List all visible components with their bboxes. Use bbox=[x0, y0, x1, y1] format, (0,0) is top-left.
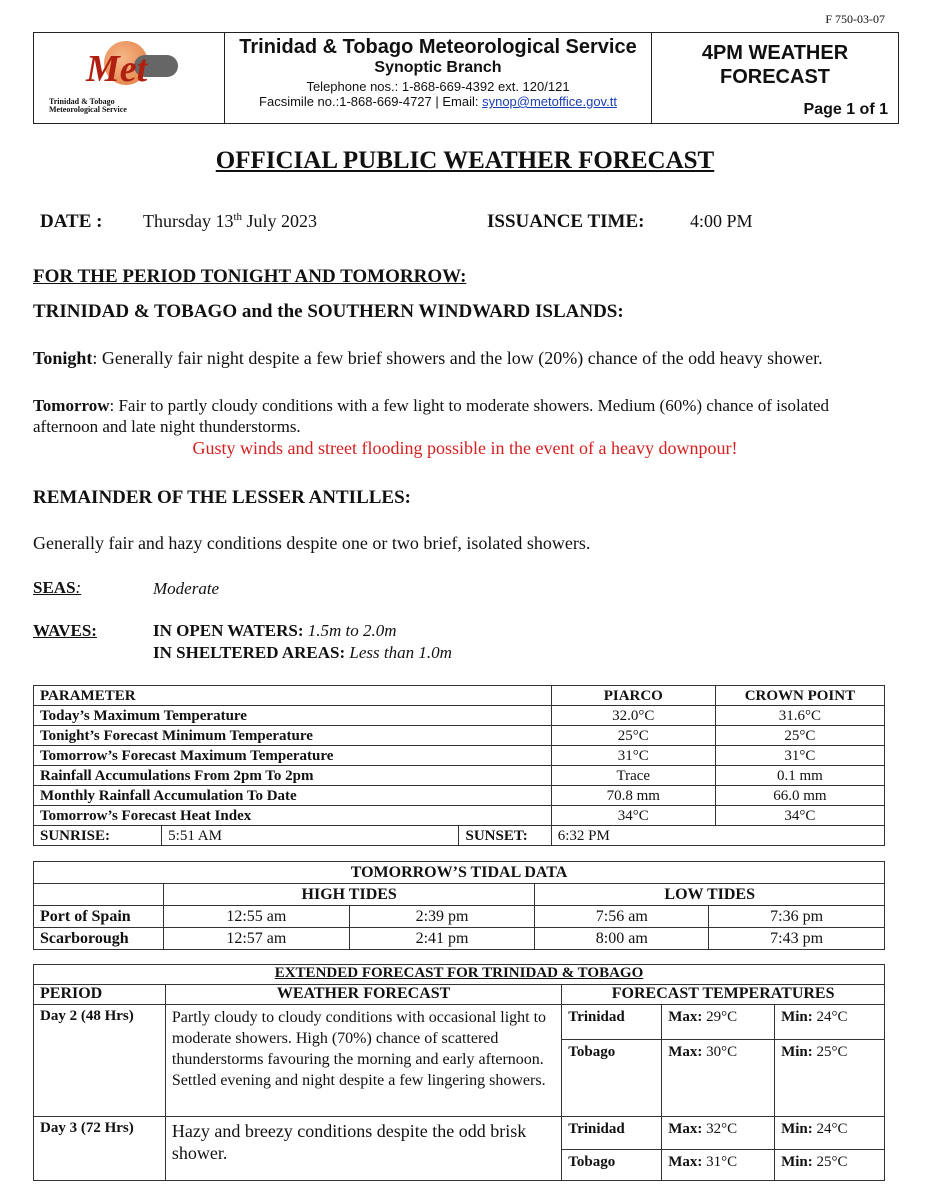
forecast-title-line-2: FORECAST bbox=[720, 66, 830, 88]
table-row bbox=[34, 766, 885, 786]
date-month-year: July 2023 bbox=[242, 211, 318, 231]
fax-number: Facsimile no.:1-868-669-4727 | Email: bbox=[259, 94, 483, 109]
waves-sheltered-label: IN SHELTERED AREAS: bbox=[153, 643, 346, 662]
header-parameter: PARAMETER bbox=[34, 686, 552, 706]
low-tide-2: 7:43 pm bbox=[709, 928, 885, 950]
sunset-label: SUNSET: bbox=[459, 826, 551, 846]
crown-point-value: 25°C bbox=[715, 726, 884, 746]
tobago-label: Tobago bbox=[562, 1150, 662, 1181]
high-tide-2: 2:39 pm bbox=[349, 906, 535, 928]
organization-name: Trinidad & Tobago Meteorological Service bbox=[239, 36, 637, 58]
table-row bbox=[34, 706, 885, 726]
sunset-value: 6:32 PM bbox=[551, 826, 884, 846]
header-crown-point: CROWN POINT bbox=[715, 686, 884, 706]
telephone: Telephone nos.: 1-868-669-4392 ext. 120/121 bbox=[306, 79, 570, 94]
tide-location: Port of Spain bbox=[34, 906, 164, 928]
waves-open bbox=[153, 621, 397, 641]
table-row bbox=[34, 928, 885, 950]
min-value: 25°C bbox=[816, 1044, 848, 1060]
tobago-label: Tobago bbox=[562, 1040, 662, 1117]
high-tide-2: 2:41 pm bbox=[349, 928, 535, 950]
warning-text: Gusty winds and street flooding possible in the event of a heavy downpour! bbox=[192, 438, 738, 458]
header-weather-forecast: WEATHER FORECAST bbox=[165, 985, 561, 1005]
crown-point-value: 66.0 mm bbox=[715, 786, 884, 806]
extended-forecast-table bbox=[33, 964, 885, 1181]
header-piarco: PIARCO bbox=[551, 686, 715, 706]
crown-point-value: 34°C bbox=[715, 806, 884, 826]
trinidad-label: Trinidad bbox=[562, 1005, 662, 1040]
tomorrow-text: : Fair to partly cloudy conditions with a few light to moderate showers. Medium (60%) chance of isolated afternoon and late night thunderstorms. bbox=[33, 396, 829, 436]
min-label: Min: bbox=[781, 1121, 813, 1137]
logo-sub-line-1: Trinidad & Tobago bbox=[49, 97, 115, 106]
period-day3: Day 3 (72 Hrs) bbox=[34, 1117, 166, 1181]
min-label: Min: bbox=[781, 1154, 813, 1170]
max-label: Max: bbox=[668, 1154, 703, 1170]
branch-name: Synoptic Branch bbox=[374, 59, 502, 76]
organization-info bbox=[225, 33, 652, 123]
tidal-blank-cell bbox=[34, 884, 164, 906]
low-tide-1: 7:56 am bbox=[535, 906, 709, 928]
seas-colon: : bbox=[75, 578, 82, 597]
max-value: 30°C bbox=[706, 1044, 738, 1060]
waves-open-value: 1.5m to 2.0m bbox=[307, 621, 397, 640]
max-label: Max: bbox=[668, 1121, 703, 1137]
tomorrow-label: Tomorrow bbox=[33, 396, 110, 415]
fax-email-line bbox=[225, 94, 651, 109]
high-tides-header: HIGH TIDES bbox=[163, 884, 534, 906]
period-heading: FOR THE PERIOD TONIGHT AND TOMORROW: bbox=[33, 266, 467, 287]
trinidad-label: Trinidad bbox=[562, 1117, 662, 1150]
trinidad-min bbox=[775, 1005, 885, 1040]
document-title: OFFICIAL PUBLIC WEATHER FORECAST bbox=[215, 147, 715, 174]
logo-text: Met bbox=[86, 48, 148, 90]
logo-subtitle bbox=[49, 98, 127, 114]
parameter-name: Tonight’s Forecast Minimum Temperature bbox=[34, 726, 552, 746]
trinidad-min bbox=[775, 1117, 885, 1150]
trinidad-max bbox=[662, 1005, 775, 1040]
letterhead bbox=[33, 32, 899, 124]
date-value bbox=[143, 211, 317, 232]
table-row bbox=[34, 786, 885, 806]
piarco-value: 70.8 mm bbox=[551, 786, 715, 806]
waves-sheltered-value: Less than 1.0m bbox=[349, 643, 452, 662]
forecast-type-box bbox=[652, 33, 898, 123]
parameter-name: Tomorrow’s Forecast Heat Index bbox=[34, 806, 552, 826]
piarco-value: 25°C bbox=[551, 726, 715, 746]
max-label: Max: bbox=[668, 1044, 703, 1060]
table-row bbox=[34, 1117, 885, 1150]
min-value: 24°C bbox=[816, 1009, 848, 1025]
waves-open-label: IN OPEN WATERS: bbox=[153, 621, 304, 640]
forecast-day2: Partly cloudy to cloudy conditions with occasional light to moderate showers. High (70%) chance of scattered thunderstorms favouring the morning and early afternoon. Settled evening and night despite a few lingering showers. bbox=[165, 1005, 561, 1117]
crown-point-value: 31°C bbox=[715, 746, 884, 766]
date-day: Thursday 13 bbox=[143, 211, 234, 231]
logo-sub-line-2: Meteorological Service bbox=[49, 105, 127, 114]
tonight-label: Tonight bbox=[33, 348, 93, 368]
page-number: Page 1 of 1 bbox=[803, 101, 888, 118]
antilles-text: Generally fair and hazy conditions despite one or two brief, isolated showers. bbox=[33, 533, 591, 553]
tidal-title: TOMORROW’S TIDAL DATA bbox=[34, 862, 885, 884]
table-row bbox=[34, 726, 885, 746]
region-heading: TRINIDAD & TOBAGO and the SOUTHERN WINDWARD ISLANDS: bbox=[33, 301, 624, 322]
sunrise-value: 5:51 AM bbox=[162, 826, 459, 846]
max-value: 32°C bbox=[706, 1121, 738, 1137]
parameter-name: Today’s Maximum Temperature bbox=[34, 706, 552, 726]
tobago-max bbox=[662, 1150, 775, 1181]
table-row bbox=[34, 806, 885, 826]
piarco-value: 34°C bbox=[551, 806, 715, 826]
trinidad-max bbox=[662, 1117, 775, 1150]
form-number: F 750-03-07 bbox=[825, 12, 885, 26]
min-value: 24°C bbox=[816, 1121, 848, 1137]
date-suffix: th bbox=[233, 211, 243, 223]
tide-location: Scarborough bbox=[34, 928, 164, 950]
sun-times-row bbox=[34, 826, 885, 846]
waves-sheltered bbox=[153, 643, 452, 663]
parameters-header-row bbox=[34, 686, 885, 706]
seas-label-text: SEAS bbox=[33, 578, 76, 597]
min-label: Min: bbox=[781, 1009, 813, 1025]
tonight-forecast bbox=[33, 347, 863, 369]
antilles-heading: REMAINDER OF THE LESSER ANTILLES: bbox=[33, 487, 411, 508]
period-day2: Day 2 (48 Hrs) bbox=[34, 1005, 166, 1117]
crown-point-value: 0.1 mm bbox=[715, 766, 884, 786]
header-forecast-temperatures: FORECAST TEMPERATURES bbox=[562, 985, 885, 1005]
tomorrow-forecast bbox=[33, 395, 863, 437]
min-value: 25°C bbox=[816, 1154, 848, 1170]
parameter-name: Rainfall Accumulations From 2pm To 2pm bbox=[34, 766, 552, 786]
piarco-value: Trace bbox=[551, 766, 715, 786]
issuance-label: ISSUANCE TIME: bbox=[487, 211, 645, 232]
seas-label bbox=[33, 578, 81, 598]
table-row bbox=[34, 906, 885, 928]
seas-value: Moderate bbox=[153, 579, 220, 598]
header-period: PERIOD bbox=[34, 985, 166, 1005]
table-row bbox=[34, 746, 885, 766]
low-tide-2: 7:36 pm bbox=[709, 906, 885, 928]
crown-point-value: 31.6°C bbox=[715, 706, 884, 726]
date-label: DATE : bbox=[40, 211, 103, 232]
parameter-name: Tomorrow’s Forecast Maximum Temperature bbox=[34, 746, 552, 766]
piarco-value: 32.0°C bbox=[551, 706, 715, 726]
piarco-value: 31°C bbox=[551, 746, 715, 766]
max-label: Max: bbox=[668, 1009, 703, 1025]
email-link[interactable]: synop@metoffice.gov.tt bbox=[482, 94, 617, 109]
tobago-max bbox=[662, 1040, 775, 1117]
parameter-name: Monthly Rainfall Accumulation To Date bbox=[34, 786, 552, 806]
tidal-table bbox=[33, 861, 885, 950]
max-value: 29°C bbox=[706, 1009, 738, 1025]
waves-label: WAVES: bbox=[33, 621, 97, 640]
met-logo bbox=[34, 33, 225, 123]
tobago-min bbox=[775, 1040, 885, 1117]
min-label: Min: bbox=[781, 1044, 813, 1060]
tobago-min bbox=[775, 1150, 885, 1181]
low-tides-header: LOW TIDES bbox=[535, 884, 885, 906]
sunrise-label: SUNRISE: bbox=[34, 826, 162, 846]
tonight-text: : Generally fair night despite a few brief showers and the low (20%) chance of the odd heavy shower. bbox=[92, 348, 823, 368]
forecast-day3: Hazy and breezy conditions despite the odd brisk shower. bbox=[165, 1117, 561, 1181]
extended-title: EXTENDED FORECAST FOR TRINIDAD & TOBAGO bbox=[34, 965, 885, 985]
high-tide-1: 12:55 am bbox=[163, 906, 349, 928]
parameters-table bbox=[33, 685, 885, 846]
forecast-type-title bbox=[652, 41, 898, 89]
low-tide-1: 8:00 am bbox=[535, 928, 709, 950]
table-row bbox=[34, 1005, 885, 1040]
high-tide-1: 12:57 am bbox=[163, 928, 349, 950]
issuance-value: 4:00 PM bbox=[690, 211, 753, 231]
max-value: 31°C bbox=[706, 1154, 738, 1170]
forecast-title-line-1: 4PM WEATHER bbox=[701, 42, 849, 64]
